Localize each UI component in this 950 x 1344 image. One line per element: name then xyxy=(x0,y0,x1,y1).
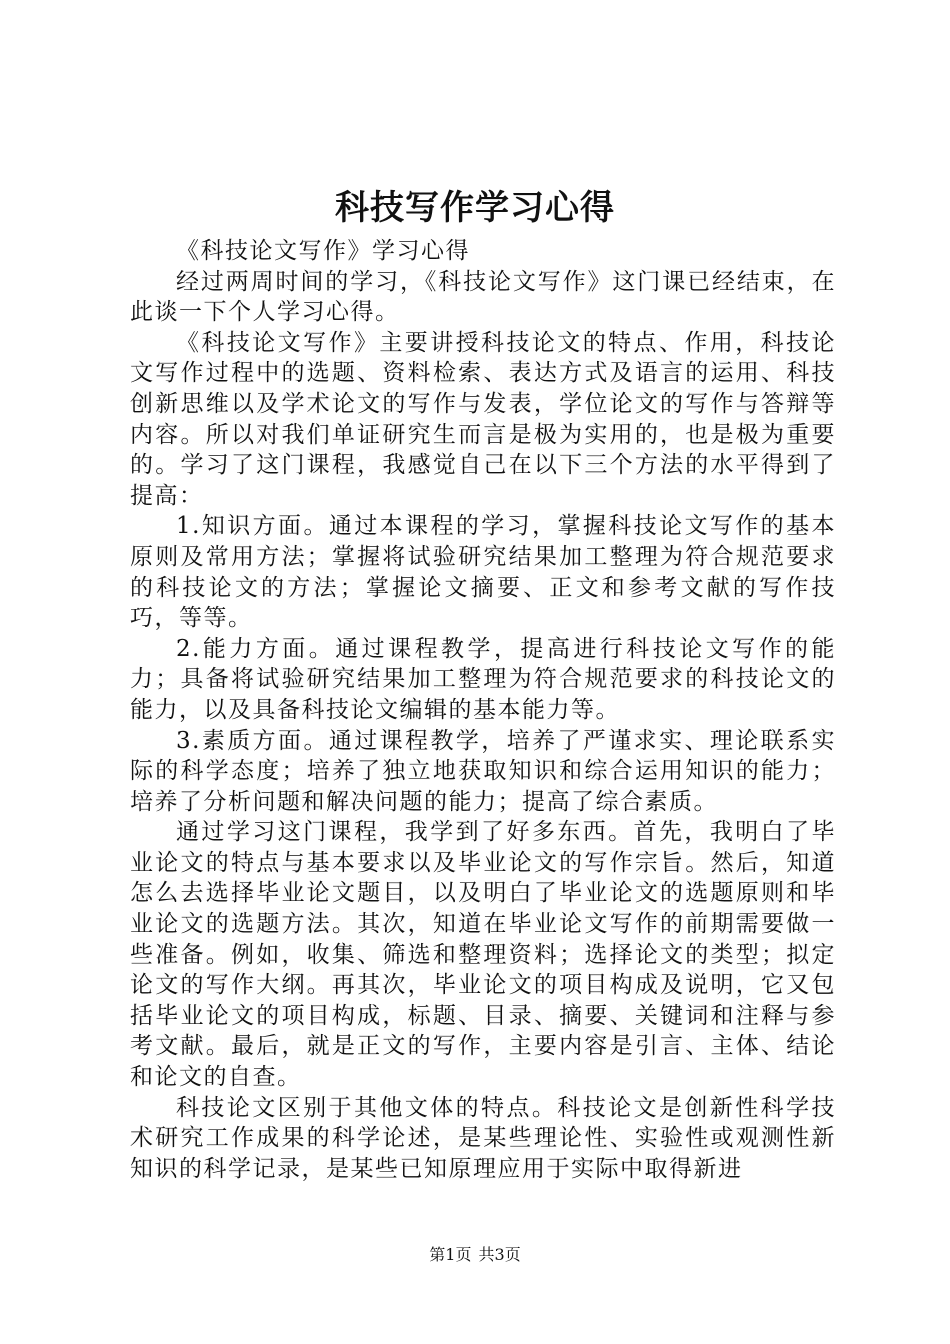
paragraph: 科技论文区别于其他文体的特点。科技论文是创新性科学技术研究工作成果的科学论述，是某些理论性、实验性或观测性新知识的科学记录，是某些已知原理应用于实际中取得新进 xyxy=(130,1094,836,1182)
paragraph: 《科技论文写作》主要讲授科技论文的特点、作用，科技论文写作过程中的选题、资料检索、表达方式及语言的运用、科技创新思维以及学术论文的写作与发表，学位论文的写作与答辩等内容。所以对我们单证研究生而言是极为实用的，也是极为重要的。学习了这门课程，我感觉自己在以下三个方法的水平得到了提高： xyxy=(130,329,836,509)
paragraph-item-knowledge: 1.知识方面。通过本课程的学习，掌握科技论文写作的基本原则及常用方法；掌握将试验研究结果加工整理为符合规范要求的科技论文的方法；掌握论文摘要、正文和参考文献的写作技巧，等等。 xyxy=(130,513,836,632)
document-body xyxy=(130,236,836,1184)
page-footer xyxy=(0,1243,950,1267)
page-total: 共3页 xyxy=(478,1245,521,1264)
paragraph-subtitle: 《科技论文写作》学习心得 xyxy=(176,238,470,264)
paragraph-item-quality: 3.素质方面。通过课程教学，培养了严谨求实、理论联系实际的科学态度；培养了独立地获取知识和综合运用知识的能力；培养了分析问题和解决问题的能力；提高了综合素质。 xyxy=(130,727,836,815)
paragraph-item-ability: 2.能力方面。通过课程教学，提高进行科技论文写作的能力；具备将试验研究结果加工整理为符合规范要求的科技论文的能力，以及具备科技论文编辑的基本能力等。 xyxy=(130,635,836,723)
page-number: 第1页 xyxy=(429,1245,472,1264)
paragraph: 通过学习这门课程，我学到了好多东西。首先，我明白了毕业论文的特点与基本要求以及毕业论文的写作宗旨。然后，知道怎么去选择毕业论文题目，以及明白了毕业论文的选题原则和毕业论文的选题方法。其次，知道在毕业论文写作的前期需要做一些准备。例如，收集、筛选和整理资料；选择论文的类型；拟定论文的写作大纲。再其次，毕业论文的项目构成及说明，它又包括毕业论文的项目构成，标题、目录、摘要、关键词和注释与参考文献。最后，就是正文的写作，主要内容是引言、主体、结论和论文的自查。 xyxy=(130,819,836,1091)
document-title: 科技写作学习心得 xyxy=(335,188,615,228)
paragraph: 经过两周时间的学习，《科技论文写作》这门课已经结束，在此谈一下个人学习心得。 xyxy=(130,268,836,326)
